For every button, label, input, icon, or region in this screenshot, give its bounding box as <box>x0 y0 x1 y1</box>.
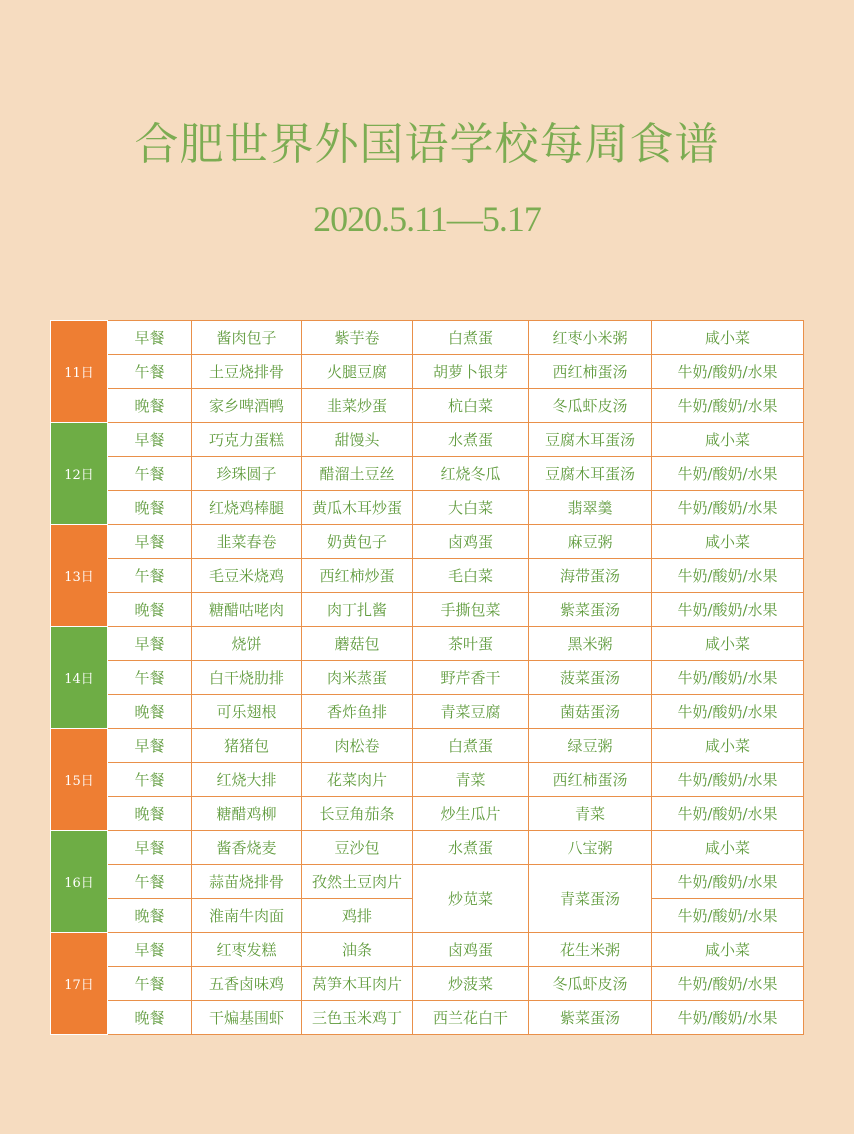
menu-item: 咸小菜 <box>652 831 804 865</box>
menu-item: 豆沙包 <box>302 831 413 865</box>
meal-label: 早餐 <box>108 729 192 763</box>
menu-item: 手撕包菜 <box>413 593 529 627</box>
menu-table <box>50 320 804 1035</box>
meal-label: 早餐 <box>108 525 192 559</box>
menu-item: 长豆角茄条 <box>302 797 413 831</box>
menu-item: 炒菠菜 <box>413 967 529 1001</box>
meal-label: 午餐 <box>108 457 192 491</box>
table-row <box>51 423 804 457</box>
menu-item: 青菜 <box>413 763 529 797</box>
menu-item: 肉米蒸蛋 <box>302 661 413 695</box>
meal-label: 晚餐 <box>108 491 192 525</box>
menu-item: 韭菜春卷 <box>192 525 302 559</box>
menu-item: 冬瓜虾皮汤 <box>529 389 652 423</box>
menu-item: 青菜 <box>529 797 652 831</box>
menu-item: 黑米粥 <box>529 627 652 661</box>
meal-label: 晚餐 <box>108 899 192 933</box>
table-row <box>51 729 804 763</box>
menu-item: 烧饼 <box>192 627 302 661</box>
meal-label: 午餐 <box>108 661 192 695</box>
date-range: 2020.5.11—5.17 <box>313 199 541 239</box>
table-row <box>51 627 804 661</box>
menu-item: 咸小菜 <box>652 627 804 661</box>
menu-item: 花菜肉片 <box>302 763 413 797</box>
menu-item: 醋溜土豆丝 <box>302 457 413 491</box>
menu-item: 蘑菇包 <box>302 627 413 661</box>
menu-item: 可乐翅根 <box>192 695 302 729</box>
menu-item: 酱香烧麦 <box>192 831 302 865</box>
meal-label: 早餐 <box>108 627 192 661</box>
meal-label: 午餐 <box>108 865 192 899</box>
menu-item: 牛奶/酸奶/水果 <box>652 967 804 1001</box>
table-row <box>51 967 804 1001</box>
menu-item: 咸小菜 <box>652 933 804 967</box>
menu-item: 牛奶/酸奶/水果 <box>652 763 804 797</box>
day-label: 12日 <box>51 423 108 525</box>
menu-item: 五香卤味鸡 <box>192 967 302 1001</box>
menu-item: 牛奶/酸奶/水果 <box>652 355 804 389</box>
menu-item: 干煸基围虾 <box>192 1001 302 1035</box>
menu-item: 花生米粥 <box>529 933 652 967</box>
table-row <box>51 525 804 559</box>
menu-item: 紫菜蛋汤 <box>529 593 652 627</box>
menu-item: 香炸鱼排 <box>302 695 413 729</box>
day-label: 16日 <box>51 831 108 933</box>
menu-item: 菠菜蛋汤 <box>529 661 652 695</box>
meal-label: 早餐 <box>108 321 192 355</box>
menu-item: 咸小菜 <box>652 525 804 559</box>
menu-item: 牛奶/酸奶/水果 <box>652 695 804 729</box>
menu-item: 火腿豆腐 <box>302 355 413 389</box>
menu-item: 淮南牛肉面 <box>192 899 302 933</box>
meal-label: 晚餐 <box>108 389 192 423</box>
menu-item: 肉松卷 <box>302 729 413 763</box>
day-label: 13日 <box>51 525 108 627</box>
menu-item: 糖醋咕咾肉 <box>192 593 302 627</box>
menu-item: 牛奶/酸奶/水果 <box>652 457 804 491</box>
menu-item: 水煮蛋 <box>413 423 529 457</box>
menu-item: 红烧冬瓜 <box>413 457 529 491</box>
day-label: 17日 <box>51 933 108 1035</box>
menu-item: 胡萝卜银芽 <box>413 355 529 389</box>
table-row <box>51 491 804 525</box>
menu-item: 大白菜 <box>413 491 529 525</box>
menu-item: 青菜豆腐 <box>413 695 529 729</box>
menu-item: 白干烧肋排 <box>192 661 302 695</box>
meal-label: 午餐 <box>108 967 192 1001</box>
meal-label: 午餐 <box>108 559 192 593</box>
menu-item: 西红柿蛋汤 <box>529 763 652 797</box>
menu-item: 牛奶/酸奶/水果 <box>652 491 804 525</box>
table-row <box>51 763 804 797</box>
menu-item: 家乡啤酒鸭 <box>192 389 302 423</box>
menu-item: 奶黄包子 <box>302 525 413 559</box>
menu-item: 冬瓜虾皮汤 <box>529 967 652 1001</box>
day-label: 15日 <box>51 729 108 831</box>
menu-item: 炒苋菜 <box>413 865 529 933</box>
menu-item: 莴笋木耳肉片 <box>302 967 413 1001</box>
menu-item: 卤鸡蛋 <box>413 933 529 967</box>
menu-item: 水煮蛋 <box>413 831 529 865</box>
page-title: 合肥世界外国语学校每周食谱 <box>134 119 720 170</box>
menu-item: 西红柿蛋汤 <box>529 355 652 389</box>
menu-item: 炒生瓜片 <box>413 797 529 831</box>
menu-item: 鸡排 <box>302 899 413 933</box>
meal-label: 晚餐 <box>108 1001 192 1035</box>
table-row <box>51 355 804 389</box>
menu-item: 孜然土豆肉片 <box>302 865 413 899</box>
menu-item: 翡翠羹 <box>529 491 652 525</box>
menu-item: 牛奶/酸奶/水果 <box>652 797 804 831</box>
menu-item: 咸小菜 <box>652 321 804 355</box>
menu-item: 肉丁扎酱 <box>302 593 413 627</box>
menu-item: 茶叶蛋 <box>413 627 529 661</box>
menu-item: 油条 <box>302 933 413 967</box>
table-row <box>51 661 804 695</box>
menu-item: 酱肉包子 <box>192 321 302 355</box>
meal-label: 午餐 <box>108 763 192 797</box>
meal-label: 早餐 <box>108 423 192 457</box>
table-row <box>51 559 804 593</box>
menu-item: 牛奶/酸奶/水果 <box>652 593 804 627</box>
table-row <box>51 321 804 355</box>
table-row <box>51 389 804 423</box>
menu-item: 红烧大排 <box>192 763 302 797</box>
menu-item: 牛奶/酸奶/水果 <box>652 1001 804 1035</box>
menu-item: 绿豆粥 <box>529 729 652 763</box>
menu-item: 麻豆粥 <box>529 525 652 559</box>
menu-item: 珍珠圆子 <box>192 457 302 491</box>
day-label: 11日 <box>51 321 108 423</box>
menu-item: 红枣小米粥 <box>529 321 652 355</box>
menu-item: 牛奶/酸奶/水果 <box>652 559 804 593</box>
menu-item: 巧克力蛋糕 <box>192 423 302 457</box>
menu-item: 海带蛋汤 <box>529 559 652 593</box>
day-label: 14日 <box>51 627 108 729</box>
meal-label: 早餐 <box>108 933 192 967</box>
table-row <box>51 593 804 627</box>
menu-item: 韭菜炒蛋 <box>302 389 413 423</box>
menu-item: 八宝粥 <box>529 831 652 865</box>
menu-item: 紫菜蛋汤 <box>529 1001 652 1035</box>
menu-item: 土豆烧排骨 <box>192 355 302 389</box>
menu-item: 杭白菜 <box>413 389 529 423</box>
table-row <box>51 797 804 831</box>
menu-item: 毛豆米烧鸡 <box>192 559 302 593</box>
table-row <box>51 933 804 967</box>
menu-item: 猪猪包 <box>192 729 302 763</box>
table-row <box>51 831 804 865</box>
menu-body <box>51 321 804 1035</box>
menu-item: 紫芋卷 <box>302 321 413 355</box>
menu-item: 牛奶/酸奶/水果 <box>652 661 804 695</box>
menu-item: 毛白菜 <box>413 559 529 593</box>
menu-item: 野芹香干 <box>413 661 529 695</box>
menu-item: 西兰花白干 <box>413 1001 529 1035</box>
meal-label: 晚餐 <box>108 695 192 729</box>
menu-item: 牛奶/酸奶/水果 <box>652 899 804 933</box>
table-row <box>51 865 804 899</box>
menu-item: 牛奶/酸奶/水果 <box>652 865 804 899</box>
menu-item: 卤鸡蛋 <box>413 525 529 559</box>
menu-item: 红烧鸡棒腿 <box>192 491 302 525</box>
menu-item: 三色玉米鸡丁 <box>302 1001 413 1035</box>
menu-item: 糖醋鸡柳 <box>192 797 302 831</box>
menu-item: 豆腐木耳蛋汤 <box>529 457 652 491</box>
table-row <box>51 457 804 491</box>
meal-label: 晚餐 <box>108 797 192 831</box>
meal-label: 晚餐 <box>108 593 192 627</box>
menu-item: 青菜蛋汤 <box>529 865 652 933</box>
table-row <box>51 695 804 729</box>
table-row <box>51 1001 804 1035</box>
menu-item: 甜馒头 <box>302 423 413 457</box>
menu-item: 黄瓜木耳炒蛋 <box>302 491 413 525</box>
meal-label: 午餐 <box>108 355 192 389</box>
menu-item: 菌菇蛋汤 <box>529 695 652 729</box>
meal-label: 早餐 <box>108 831 192 865</box>
menu-item: 白煮蛋 <box>413 321 529 355</box>
menu-item: 西红柿炒蛋 <box>302 559 413 593</box>
menu-item: 红枣发糕 <box>192 933 302 967</box>
menu-item: 咸小菜 <box>652 423 804 457</box>
menu-item: 白煮蛋 <box>413 729 529 763</box>
menu-item: 蒜苗烧排骨 <box>192 865 302 899</box>
menu-item: 咸小菜 <box>652 729 804 763</box>
menu-item: 牛奶/酸奶/水果 <box>652 389 804 423</box>
menu-item: 豆腐木耳蛋汤 <box>529 423 652 457</box>
